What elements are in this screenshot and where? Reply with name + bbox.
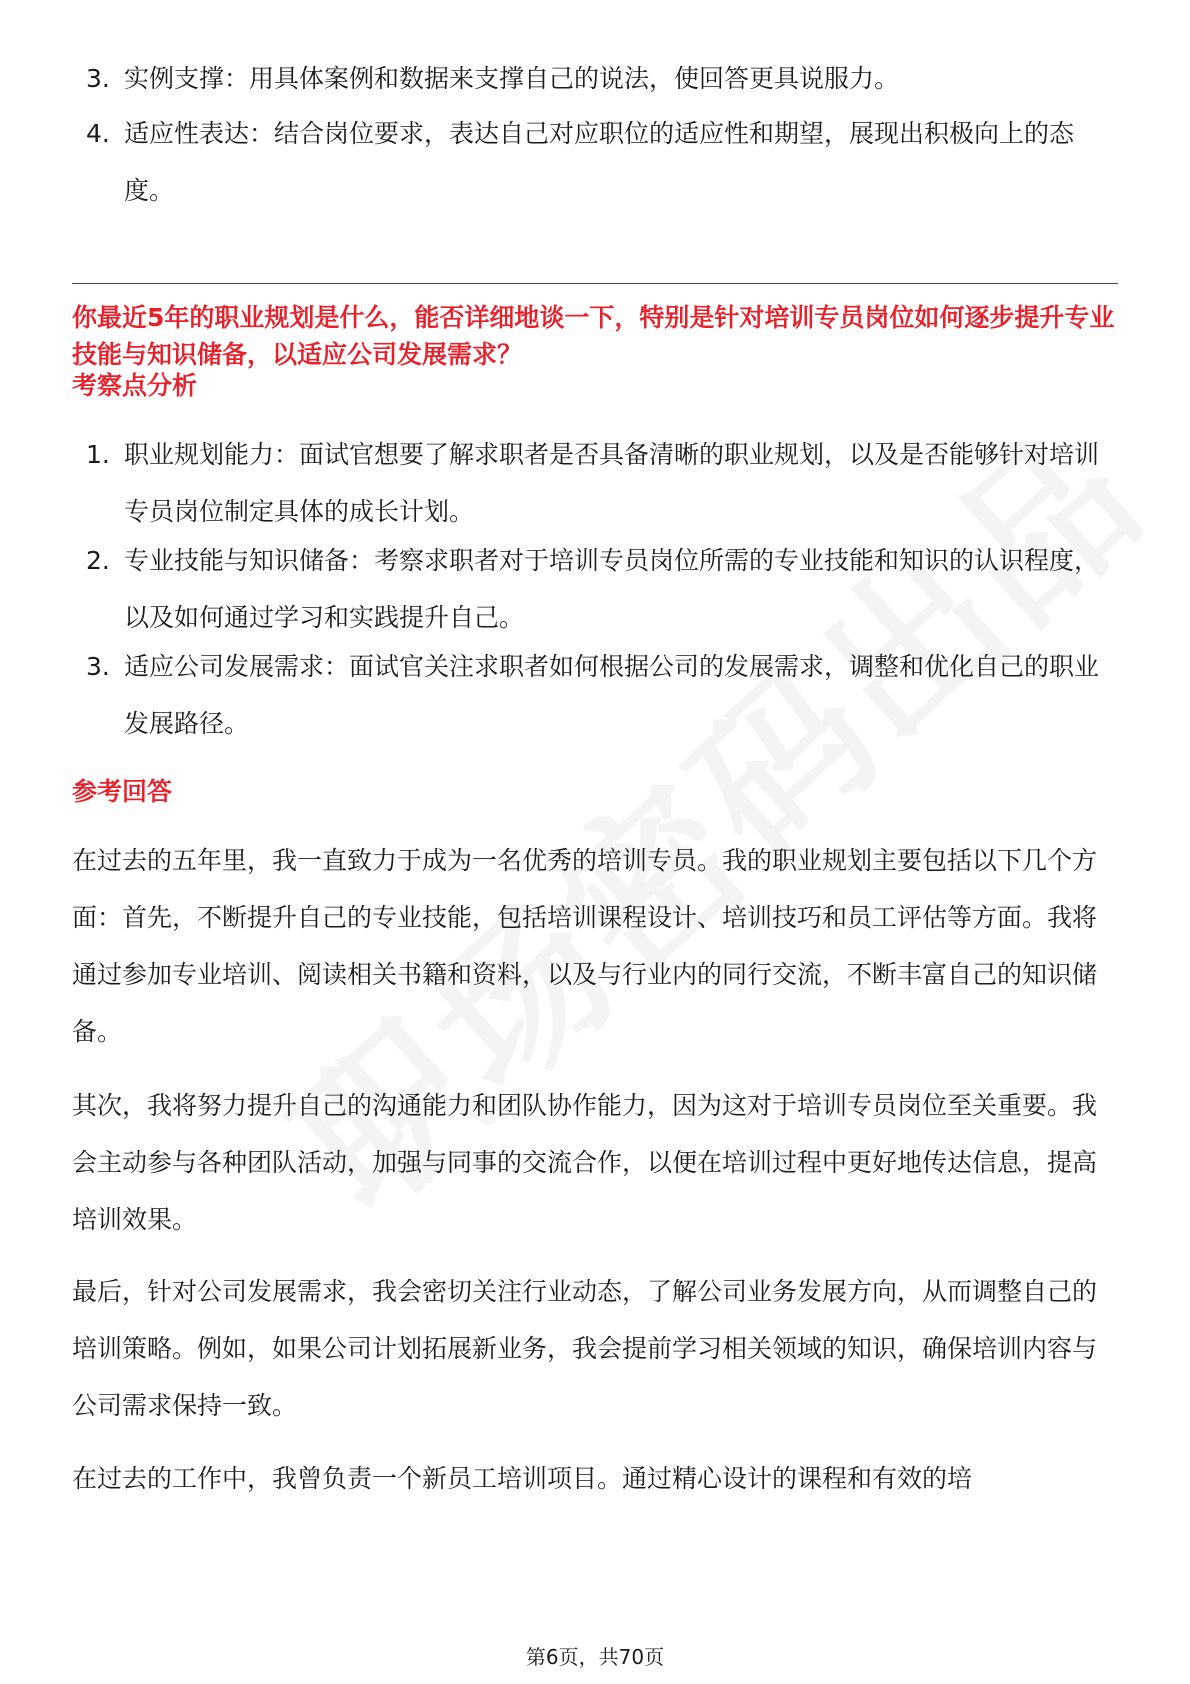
page-footer: 第6页，共70页 <box>525 1645 665 1669</box>
list-number: 2. <box>86 546 110 575</box>
list-number: 3. <box>86 64 110 93</box>
answer-heading: 参考回答 <box>72 777 173 806</box>
list-text: 适应性表达：结合岗位要求，表达自己对应职位的适应性和期望，展现出积极向上的态度。 <box>124 119 1075 205</box>
list-number: 1. <box>86 440 110 469</box>
question-heading: 你最近5年的职业规划是什么，能否详细地谈一下，特别是针对培训专员岗位如何逐步提升专业技能与知识储备，以适应公司发展需求？ <box>72 303 1115 369</box>
list-number: 4. <box>86 119 110 148</box>
answer-paragraph: 最后，针对公司发展需求，我会密切关注行业动态，了解公司业务发展方向，从而调整自己的培训策略。例如，如果公司计划拓展新业务，我会提前学习相关领域的知识，确保培训内容与公司需求保持一致。 <box>72 1277 1098 1420</box>
list-number: 3. <box>86 652 110 681</box>
document-page <box>72 0 1118 1684</box>
list-text: 职业规划能力：面试官想要了解求职者是否具备清晰的职业规划，以及是否能够针对培训专员岗位制定具体的成长计划。 <box>124 440 1100 526</box>
list-text: 实例支撑：用具体案例和数据来支撑自己的说法，使回答更具说服力。 <box>124 64 900 93</box>
list-text: 专业技能与知识储备：考察求职者对于培训专员岗位所需的专业技能和知识的认识程度，以及如何通过学习和实践提升自己。 <box>124 546 1100 632</box>
list-text: 适应公司发展需求：面试官关注求职者如何根据公司的发展需求，调整和优化自己的职业发展路径。 <box>124 652 1100 738</box>
answer-paragraph: 在过去的五年里，我一直致力于成为一名优秀的培训专员。我的职业规划主要包括以下几个方面：首先，不断提升自己的专业技能，包括培训课程设计、培训技巧和员工评估等方面。我将通过参加专业培训、阅读相关书籍和资料，以及与行业内的同行交流，不断丰富自己的知识储备。 <box>72 846 1098 1046</box>
section-divider <box>72 283 1118 284</box>
answer-paragraph: 在过去的工作中，我曾负责一个新员工培训项目。通过精心设计的课程和有效的培 <box>72 1464 973 1493</box>
analysis-heading: 考察点分析 <box>72 371 198 400</box>
answer-paragraph: 其次，我将努力提升自己的沟通能力和团队协作能力，因为这对于培训专员岗位至关重要。我会主动参与各种团队活动，加强与同事的交流合作，以便在培训过程中更好地传达信息，提高培训效果。 <box>72 1091 1098 1234</box>
